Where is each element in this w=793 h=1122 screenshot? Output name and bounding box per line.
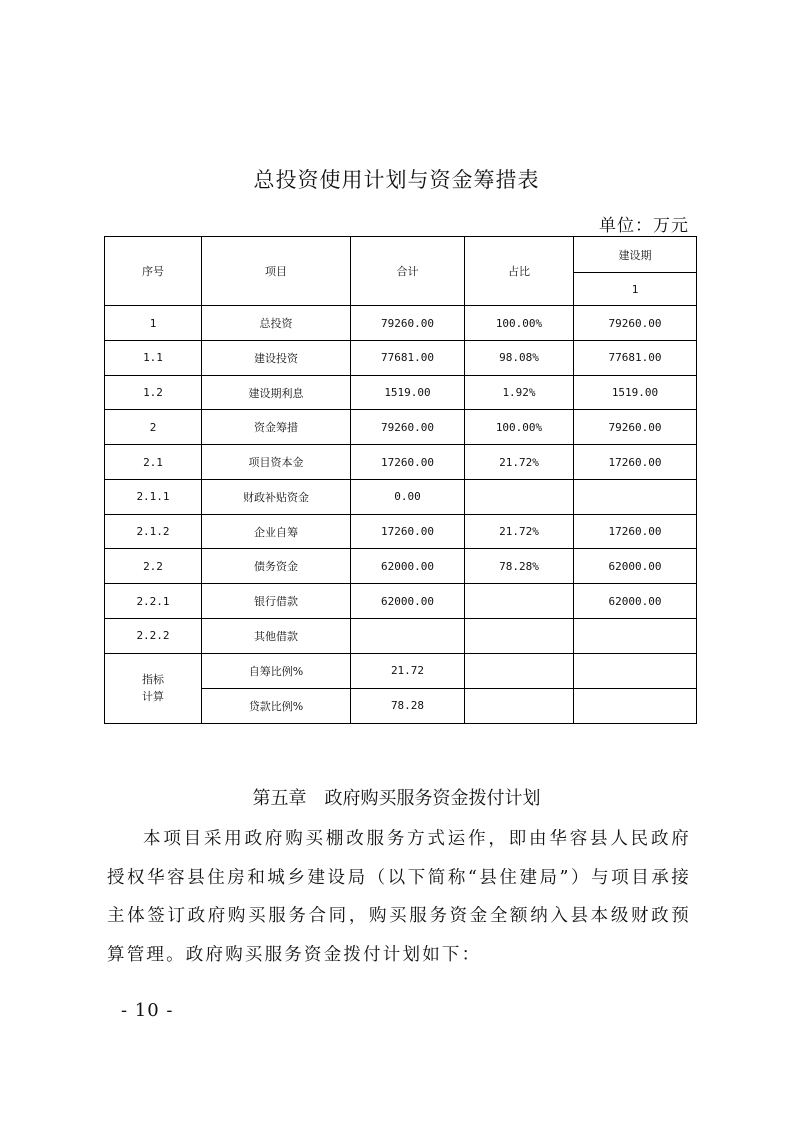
- indicator-label-line1: 指标: [142, 673, 164, 687]
- cell-total: 62000.00: [351, 584, 465, 619]
- header-period: 建设期: [574, 237, 697, 273]
- cell-seq: 1.2: [105, 375, 202, 410]
- cell-total: 79260.00: [351, 410, 465, 445]
- page-number: - 10 -: [121, 1000, 174, 1021]
- cell-p1: 62000.00: [574, 549, 697, 584]
- table-row: [105, 618, 697, 653]
- cell-ratio: 21.72%: [465, 445, 574, 480]
- cell-p1: 79260.00: [574, 410, 697, 445]
- table-row: [105, 306, 697, 341]
- cell-item: 总投资: [202, 306, 351, 341]
- cell-total: 79260.00: [351, 306, 465, 341]
- cell-seq: 1.1: [105, 341, 202, 376]
- cell-ratio: [465, 688, 574, 723]
- table-row: [105, 653, 697, 688]
- cell-ratio: [465, 618, 574, 653]
- cell-seq: 2.2.2: [105, 618, 202, 653]
- body-paragraph: 本项目采用政府购买棚改服务方式运作，即由华容县人民政府授权华容县住房和城乡建设局（以下简称“县住建局”）与项目承接主体签订政府购买服务合同，购买服务资金全额纳入县本级财政预算管理。政府购买服务资金拨付计划如下：: [107, 829, 691, 965]
- cell-p1: 77681.00: [574, 341, 697, 376]
- cell-ratio: 21.72%: [465, 514, 574, 549]
- cell-p1: 17260.00: [574, 514, 697, 549]
- cell-seq: 2.1: [105, 445, 202, 480]
- cell-ratio: [465, 584, 574, 619]
- cell-p1: 62000.00: [574, 584, 697, 619]
- cell-p1: [574, 653, 697, 688]
- table-row: [105, 549, 697, 584]
- cell-p1: 17260.00: [574, 445, 697, 480]
- header-item: 项目: [202, 237, 351, 306]
- cell-seq: 2.1.2: [105, 514, 202, 549]
- cell-total: [351, 618, 465, 653]
- cell-item: 企业自筹: [202, 514, 351, 549]
- cell-seq: 2.1.1: [105, 479, 202, 514]
- header-period-no: 1: [574, 273, 697, 306]
- table-row: [105, 584, 697, 619]
- cell-total: 0.00: [351, 479, 465, 514]
- table-title: 总投资使用计划与资金筹措表: [253, 168, 540, 192]
- cell-seq: 2: [105, 410, 202, 445]
- cell-item: 资金筹措: [202, 410, 351, 445]
- header-ratio: 占比: [465, 237, 574, 306]
- cell-ratio: 100.00%: [465, 306, 574, 341]
- header-total: 合计: [351, 237, 465, 306]
- cell-item: 建设投资: [202, 341, 351, 376]
- cell-total: 77681.00: [351, 341, 465, 376]
- table-row: [105, 514, 697, 549]
- cell-p1: 79260.00: [574, 306, 697, 341]
- cell-ratio: 1.92%: [465, 375, 574, 410]
- cell-ratio: 100.00%: [465, 410, 574, 445]
- cell-item: 债务资金: [202, 549, 351, 584]
- cell-item: 其他借款: [202, 618, 351, 653]
- cell-ratio: [465, 479, 574, 514]
- cell-p1: 1519.00: [574, 375, 697, 410]
- cell-total: 1519.00: [351, 375, 465, 410]
- table-row: [105, 479, 697, 514]
- cell-total: 17260.00: [351, 445, 465, 480]
- header-seq: 序号: [105, 237, 202, 306]
- table-row: [105, 375, 697, 410]
- cell-item: 银行借款: [202, 584, 351, 619]
- cell-p1: [574, 618, 697, 653]
- cell-total: 78.28: [351, 688, 465, 723]
- cell-total: 17260.00: [351, 514, 465, 549]
- cell-item: 贷款比例%: [202, 688, 351, 723]
- cell-total: 62000.00: [351, 549, 465, 584]
- table-row: [105, 445, 697, 480]
- cell-item: 财政补贴资金: [202, 479, 351, 514]
- cell-p1: [574, 479, 697, 514]
- table-row: [105, 410, 697, 445]
- cell-seq: 2.2.1: [105, 584, 202, 619]
- cell-total: 21.72: [351, 653, 465, 688]
- cell-item: 自筹比例%: [202, 653, 351, 688]
- cell-ratio: 78.28%: [465, 549, 574, 584]
- investment-table: [104, 236, 697, 724]
- cell-indicator-label: [105, 653, 202, 723]
- cell-item: 项目资本金: [202, 445, 351, 480]
- unit-label: 单位：万元: [599, 216, 689, 236]
- chapter-heading: 第五章 政府购买服务资金拨付计划: [252, 788, 541, 809]
- cell-ratio: [465, 653, 574, 688]
- indicator-label-line2: 计算: [142, 690, 164, 704]
- cell-seq: 2.2: [105, 549, 202, 584]
- table-row: [105, 341, 697, 376]
- cell-ratio: 98.08%: [465, 341, 574, 376]
- cell-item: 建设期利息: [202, 375, 351, 410]
- cell-seq: 1: [105, 306, 202, 341]
- cell-p1: [574, 688, 697, 723]
